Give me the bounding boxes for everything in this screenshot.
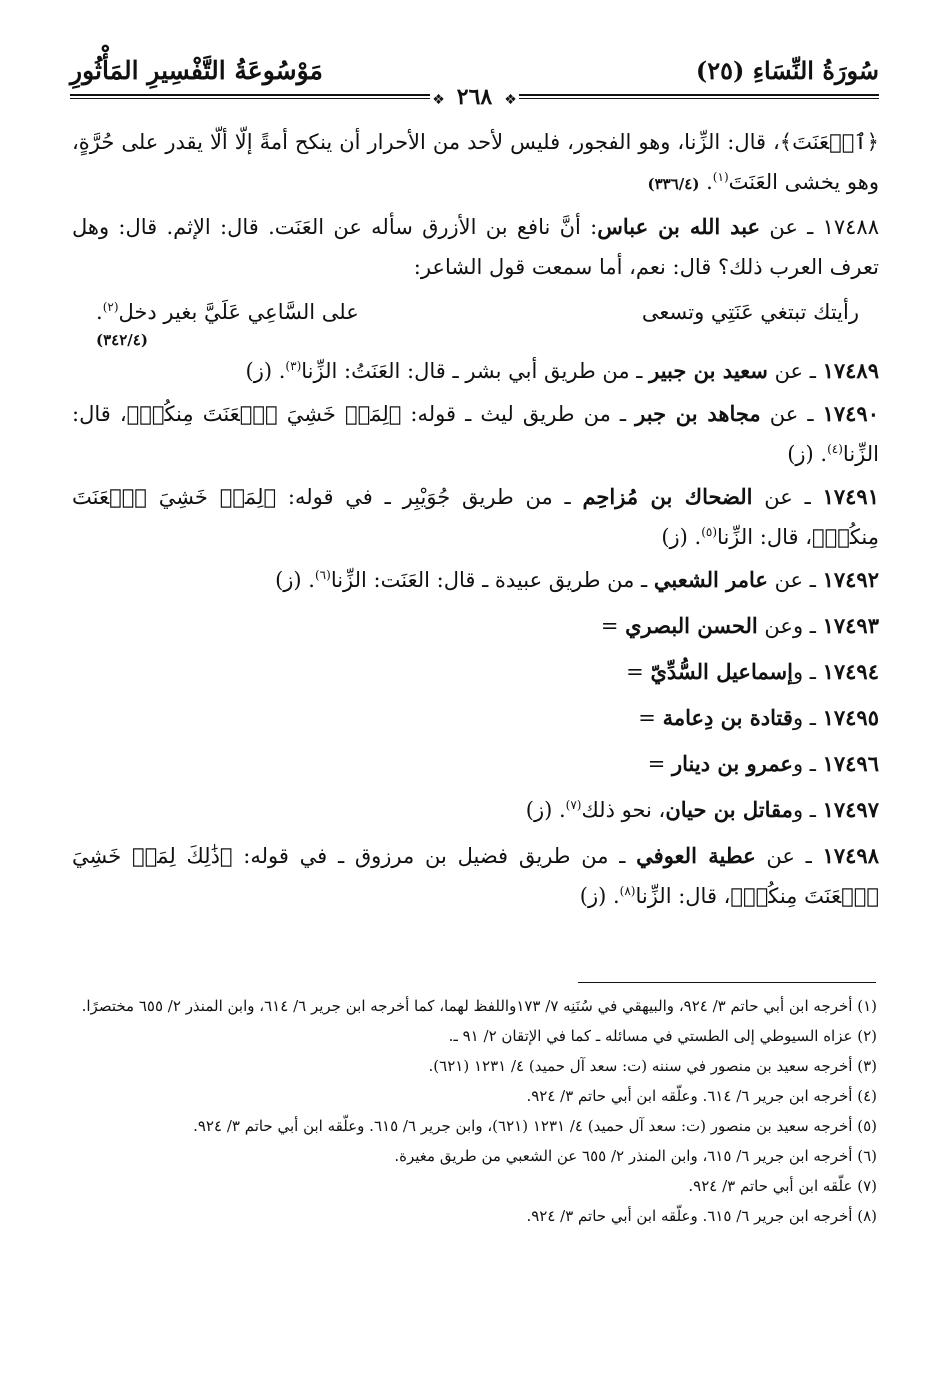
footnote-marker[interactable]: (١) xyxy=(712,170,729,184)
narrator-name: الضحاك بن مُزاحِم xyxy=(582,484,753,509)
narration-entry: ١٧٤٩٤ ـ وإسماعيل السُّدِّيّ = xyxy=(626,659,879,684)
footnote-separator xyxy=(578,982,876,983)
narration-entry: ١٧٤٩٠ ـ عن مجاهد بن جبر ـ من طريق ليث ـ قوله: ﴿لِمَنۡ خَشِيَ ٱلۡعَنَتَ مِنكُمۡ﴾، قال: الزِّنا$^{(٤)}$. (ز) xyxy=(72,401,879,466)
paragraph-continuation: ﴿ٱلۡعَنَتَ﴾، قال: الزِّنا، وهو الفجور، فليس لأحد من الأحرار أن ينكح أمةً إلّا ألّا يقدر على حُرَّةٍ، وهو يخشى العَنَتَ$^{(١)}$. (٣٣٦/٤) xyxy=(72,130,879,194)
ornament-icon: ❖ xyxy=(432,92,445,108)
footnote: (٥) أخرجه سعيد بن منصور (ت: سعد آل حميد) ٤/ ١٢٣١ (٦٢١)، وابن جرير ٦/ ٦١٥. وعلّقه ابن أبي حاتم ٣/ ٩٢٤. xyxy=(193,1117,877,1135)
footnote-marker[interactable]: (٣) xyxy=(285,359,302,373)
entry-number: ١٧٤٩٢ xyxy=(822,567,879,592)
entry-number: ١٧٤٨٩ xyxy=(822,358,879,383)
encyclopedia-title: مَوْسُوعَةُ التَّفْسِيرِ المَأْثُورِ xyxy=(70,56,323,85)
volume-reference: (٣٤٢/٤) xyxy=(96,331,148,349)
main-text xyxy=(72,122,879,919)
footnote: (٧) علّقه ابن أبي حاتم ٣/ ٩٢٤. xyxy=(688,1177,877,1195)
entry-number: ١٧٤٩١ xyxy=(822,484,879,509)
narrator-name: عامر الشعبي xyxy=(653,567,768,592)
footnote-marker[interactable]: (٥) xyxy=(701,525,718,539)
footnote: (١) أخرجه ابن أبي حاتم ٣/ ٩٢٤، والبيهقي في سُنَنِه ٧/ ١٧٣واللفظ لهما، كما أخرجه ابن جرير ٦/ ٦١٤، وابن المنذر ٢/ ٦٥٥ مختصرًا. xyxy=(81,997,877,1015)
narrator-name: عطية العوفي xyxy=(636,843,756,868)
narration-17488: ١٧٤٨٨ ـ عن عبد الله بن عباس: أنَّ نافع بن الأزرق سأله عن العَنَت. قال: الإثم. قال: وهل تعرف العرب ذلك؟ قال: نعم، أما سمعت قول الشاعر: xyxy=(72,214,879,279)
volume-reference: (٣٣٦/٤) xyxy=(647,175,700,193)
footnote: (٢) عزاه السيوطي إلى الطستي في مسائله ـ كما في الإتقان ٢/ ٩١ ـ. xyxy=(448,1027,877,1045)
footnotes xyxy=(78,994,877,1234)
narration-entry: ١٧٤٩٣ ـ وعن الحسن البصري = xyxy=(600,613,879,638)
narrator-name: مقاتل بن حيان xyxy=(665,797,793,822)
footnote-marker[interactable]: (٨) xyxy=(619,884,636,898)
footnote: (٤) أخرجه ابن جرير ٦/ ٦١٤. وعلّقه ابن أبي حاتم ٣/ ٩٢٤. xyxy=(526,1087,877,1105)
narration-entry: ١٧٤٩١ ـ عن الضحاك بن مُزاحِم ـ من طريق جُوَيْبِر ـ في قوله: ﴿لِمَنۡ خَشِيَ ٱلۡعَنَتَ مِنكُمۡ﴾، قال: الزِّنا$^{(٥)}$. (ز) xyxy=(72,484,879,549)
narrator-name: إسماعيل السُّدِّيّ xyxy=(650,659,793,684)
narration-entry: ١٧٤٩٦ ـ وعمرو بن دينار = xyxy=(647,751,879,776)
narrator-name: عمرو بن دينار xyxy=(672,751,793,776)
entry-number: ١٧٤٩٧ xyxy=(822,797,879,822)
page-number: ٢٦٨ xyxy=(447,84,502,110)
poem-hemistich-first: رأيتك تبتغي عَنَتِي وتسعى xyxy=(641,300,859,324)
narration-entry: ١٧٤٩٢ ـ عن عامر الشعبي ـ من طريق عبيدة ـ قال: العَنَت: الزِّنا$^{(٦)}$. (ز) xyxy=(275,567,879,592)
narration-entry: ١٧٤٨٩ ـ عن سعيد بن جبير ـ من طريق أبي بشر ـ قال: العَنَتُ: الزِّنا$^{(٣)}$. (ز) xyxy=(245,358,879,383)
narrator-name: سعيد بن جبير xyxy=(649,358,768,383)
entry-number: ١٧٤٩٥ xyxy=(822,705,879,730)
footnote-marker[interactable]: (٦) xyxy=(314,568,331,582)
page-header xyxy=(70,52,879,110)
entry-number: ١٧٤٩٨ xyxy=(822,843,879,868)
footnote: (٣) أخرجه سعيد بن منصور في سننه (ت: سعد آل حميد) ٤/ ١٢٣١ (٦٢١). xyxy=(428,1057,877,1075)
footnote-marker[interactable]: (٧) xyxy=(565,798,582,812)
narration-entry: ١٧٤٩٧ ـ ومقاتل بن حيان، نحو ذلك$^{(٧)}$. (ز) xyxy=(525,797,879,822)
surah-title: سُورَةُ النِّسَاءِ (٢٥) xyxy=(695,56,879,85)
narrator-name: الحسن البصري xyxy=(625,613,758,638)
poem-verse xyxy=(72,293,879,331)
footnote-marker[interactable]: (٤) xyxy=(827,442,843,456)
poem-hemistich-second: على السَّاعِي عَلَيَّ بغير دخل$^{(٢)}$. xyxy=(96,300,359,324)
footnote-marker[interactable]: (٢) xyxy=(102,300,119,314)
narrator-name: عبد الله بن عباس xyxy=(597,214,761,239)
narrator-name: مجاهد بن جبر xyxy=(635,401,761,426)
footnote: (٨) أخرجه ابن جرير ٦/ ٦١٥. وعلّقه ابن أبي حاتم ٣/ ٩٢٤. xyxy=(526,1207,877,1225)
narration-entry: ١٧٤٩٨ ـ عن عطية العوفي ـ من طريق فضيل بن مرزوق ـ في قوله: ﴿ذَٰلِكَ لِمَنۡ خَشِيَ ٱلۡعَنَتَ مِنكُمۡ﴾، قال: الزِّنا$^{(٨)}$. (ز) xyxy=(72,843,879,908)
narrator-name: قتادة بن دِعامة xyxy=(662,705,793,730)
entry-number: ١٧٤٩٣ xyxy=(822,613,879,638)
entry-number: ١٧٤٩٤ xyxy=(822,659,879,684)
footnote: (٦) أخرجه ابن جرير ٦/ ٦١٥، وابن المنذر ٢/ ٦٥٥ عن الشعبي من طريق مغيرة. xyxy=(394,1147,877,1165)
ornament-icon: ❖ xyxy=(504,92,517,108)
entry-number: ١٧٤٩٦ xyxy=(822,751,879,776)
narration-entry: ١٧٤٩٥ ـ وقتادة بن دِعامة = xyxy=(638,705,879,730)
entry-number: ١٧٤٩٠ xyxy=(822,401,879,426)
